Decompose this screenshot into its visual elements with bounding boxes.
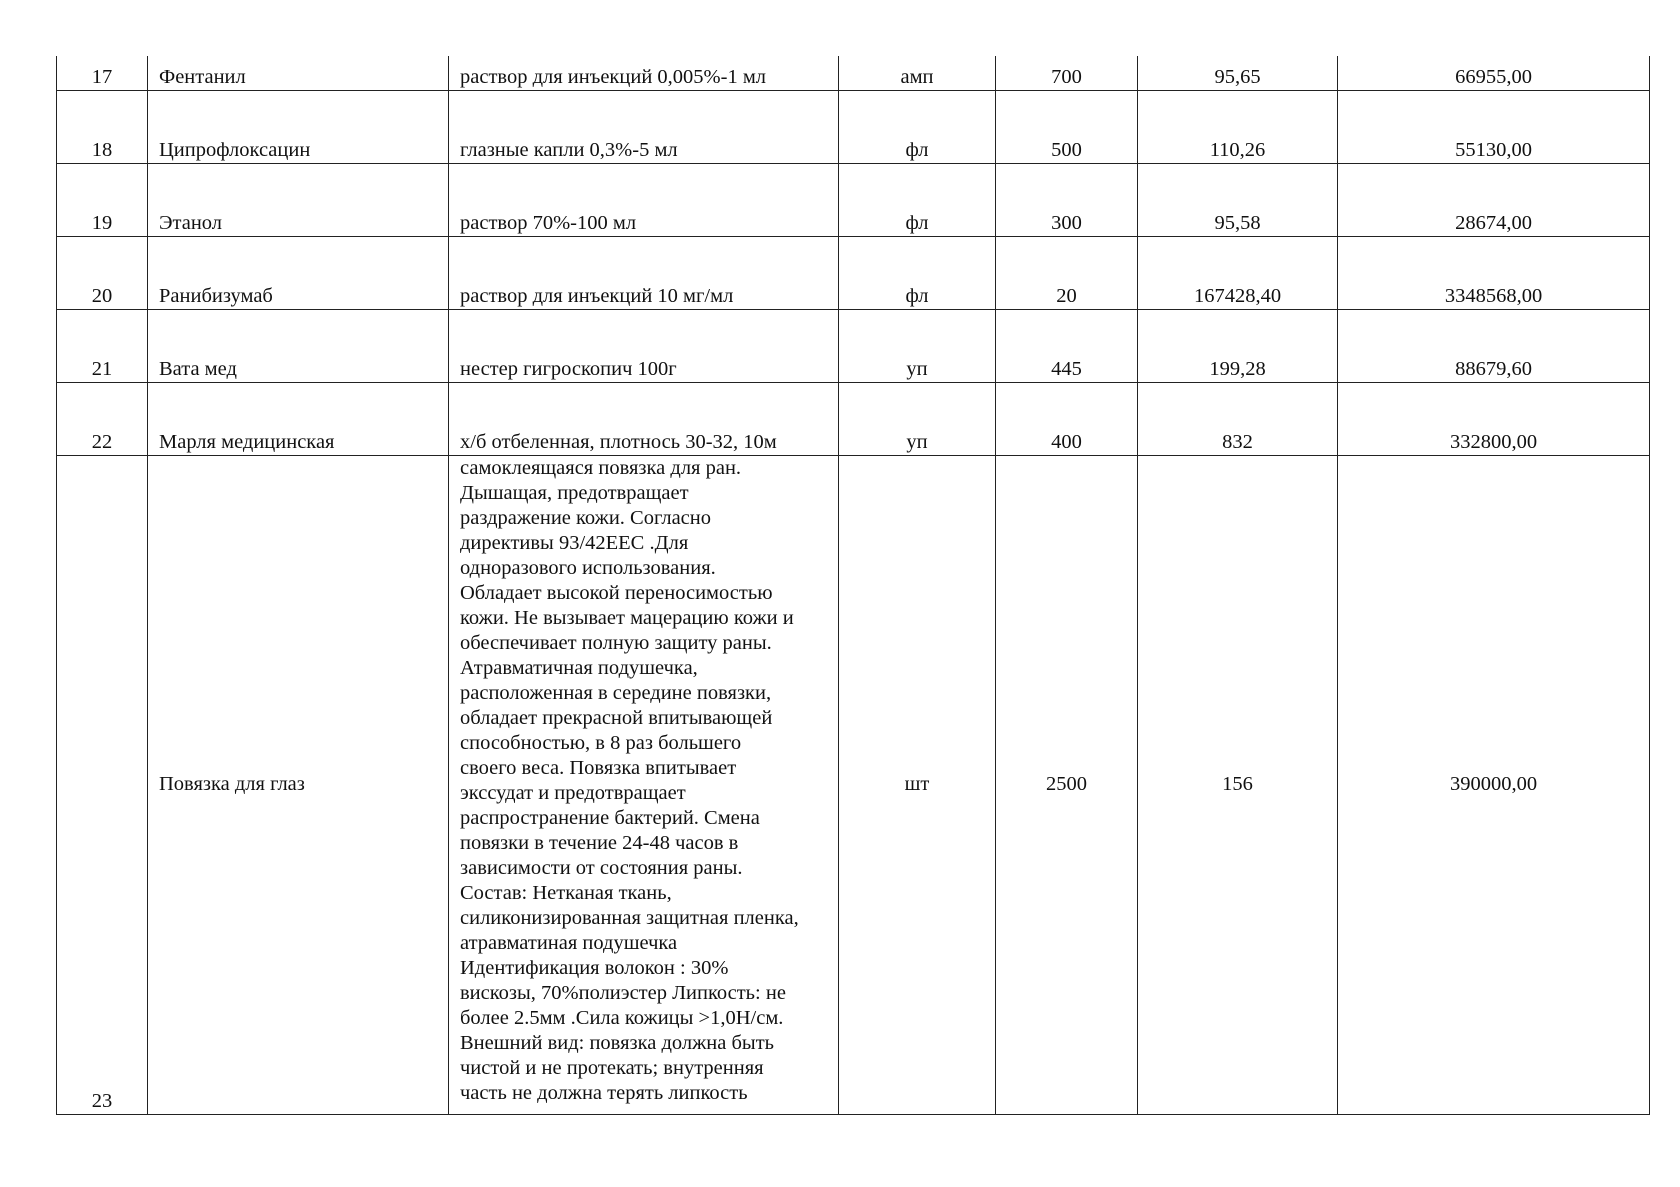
description-line: вискозы, 70%полиэстер Липкость: не — [460, 981, 786, 1004]
item-name: Повязка для глаз — [148, 455, 449, 1114]
description-line: распространение бактерий. Смена — [460, 806, 760, 829]
item-price: 95,58 — [1138, 163, 1338, 236]
item-total: 390000,00 — [1338, 455, 1650, 1114]
item-name: Этанол — [148, 163, 449, 236]
description-line: своего веса. Повязка впитывает — [460, 756, 737, 779]
item-description: х/б отбеленная, плотнось 30-32, 10м — [449, 382, 839, 455]
description-line: самоклеящаяся повязка для ран. — [460, 456, 742, 479]
description-line: Атравматичная подушечка, — [460, 656, 698, 679]
item-name: Ципрофлоксацин — [148, 90, 449, 163]
table-row — [57, 236, 1650, 309]
item-total: 332800,00 — [1338, 382, 1650, 455]
row-number: 21 — [57, 309, 148, 382]
item-description — [449, 455, 839, 1114]
item-price: 167428,40 — [1138, 236, 1338, 309]
row-number: 17 — [57, 56, 148, 90]
description-line: директивы 93/42ЕЕС .Для — [460, 531, 689, 554]
description-line: зависимости от состояния раны. — [460, 856, 743, 879]
item-total: 66955,00 — [1338, 56, 1650, 90]
item-price: 199,28 — [1138, 309, 1338, 382]
row-number: 23 — [57, 455, 148, 1114]
description-line: Обладает высокой переносимостью — [460, 581, 773, 604]
description-line: обладает прекрасной впитывающей — [460, 706, 773, 729]
item-price: 832 — [1138, 382, 1338, 455]
item-unit: уп — [839, 309, 996, 382]
description-line: расположенная в середине повязки, — [460, 681, 772, 704]
description-line: повязки в течение 24-48 часов в — [460, 831, 739, 854]
item-total: 3348568,00 — [1338, 236, 1650, 309]
row-number: 18 — [57, 90, 148, 163]
description-line: раздражение кожи. Согласно — [460, 506, 711, 529]
item-description: раствор для инъекций 10 мг/мл — [449, 236, 839, 309]
item-total: 88679,60 — [1338, 309, 1650, 382]
item-quantity: 445 — [996, 309, 1138, 382]
description-line: силиконизированная защитная пленка, — [460, 906, 799, 929]
items-table — [56, 56, 1650, 1115]
table-row — [57, 90, 1650, 163]
description-line: способностью, в 8 раз большего — [460, 731, 742, 754]
table-row — [57, 56, 1650, 90]
item-description: раствор для инъекций 0,005%-1 мл — [449, 56, 839, 90]
row-number: 19 — [57, 163, 148, 236]
item-price: 95,65 — [1138, 56, 1338, 90]
item-total: 28674,00 — [1338, 163, 1650, 236]
description-line: экссудат и предотвращает — [460, 781, 686, 804]
description-line: Внешний вид: повязка должна быть — [460, 1031, 775, 1054]
description-line: часть не должна терять липкость — [460, 1081, 748, 1104]
description-line: одноразового использования. — [460, 556, 716, 579]
item-quantity: 400 — [996, 382, 1138, 455]
description-line: Состав: Нетканая ткань, — [460, 881, 672, 904]
description-line: более 2.5мм .Сила кожицы >1,0Н/см. — [460, 1006, 784, 1029]
description-line: атравматиная подушечка — [460, 931, 678, 954]
description-line: чистой и не протекать; внутренняя — [460, 1056, 764, 1079]
row-number: 22 — [57, 382, 148, 455]
row-number: 20 — [57, 236, 148, 309]
item-unit: фл — [839, 163, 996, 236]
item-quantity: 700 — [996, 56, 1138, 90]
item-quantity: 2500 — [996, 455, 1138, 1114]
item-name: Марля медицинская — [148, 382, 449, 455]
item-unit: амп — [839, 56, 996, 90]
item-quantity: 500 — [996, 90, 1138, 163]
description-line: Идентификация волокон : 30% — [460, 956, 729, 979]
item-price: 156 — [1138, 455, 1338, 1114]
description-line: обеспечивает полную защиту раны. — [460, 631, 772, 654]
item-name: Вата мед — [148, 309, 449, 382]
item-unit: шт — [839, 455, 996, 1114]
item-total: 55130,00 — [1338, 90, 1650, 163]
description-line: кожи. Не вызывает мацерацию кожи и — [460, 606, 794, 629]
item-unit: фл — [839, 90, 996, 163]
table-row — [57, 309, 1650, 382]
description-line: Дышащая, предотвращает — [460, 481, 689, 504]
table-row — [57, 455, 1650, 1114]
table-row — [57, 382, 1650, 455]
item-quantity: 20 — [996, 236, 1138, 309]
item-description: нестер гигроскопич 100г — [449, 309, 839, 382]
item-description: раствор 70%-100 мл — [449, 163, 839, 236]
item-name: Фентанил — [148, 56, 449, 90]
table-row — [57, 163, 1650, 236]
item-quantity: 300 — [996, 163, 1138, 236]
item-name: Ранибизумаб — [148, 236, 449, 309]
item-description: глазные капли 0,3%-5 мл — [449, 90, 839, 163]
item-unit: фл — [839, 236, 996, 309]
item-price: 110,26 — [1138, 90, 1338, 163]
item-unit: уп — [839, 382, 996, 455]
